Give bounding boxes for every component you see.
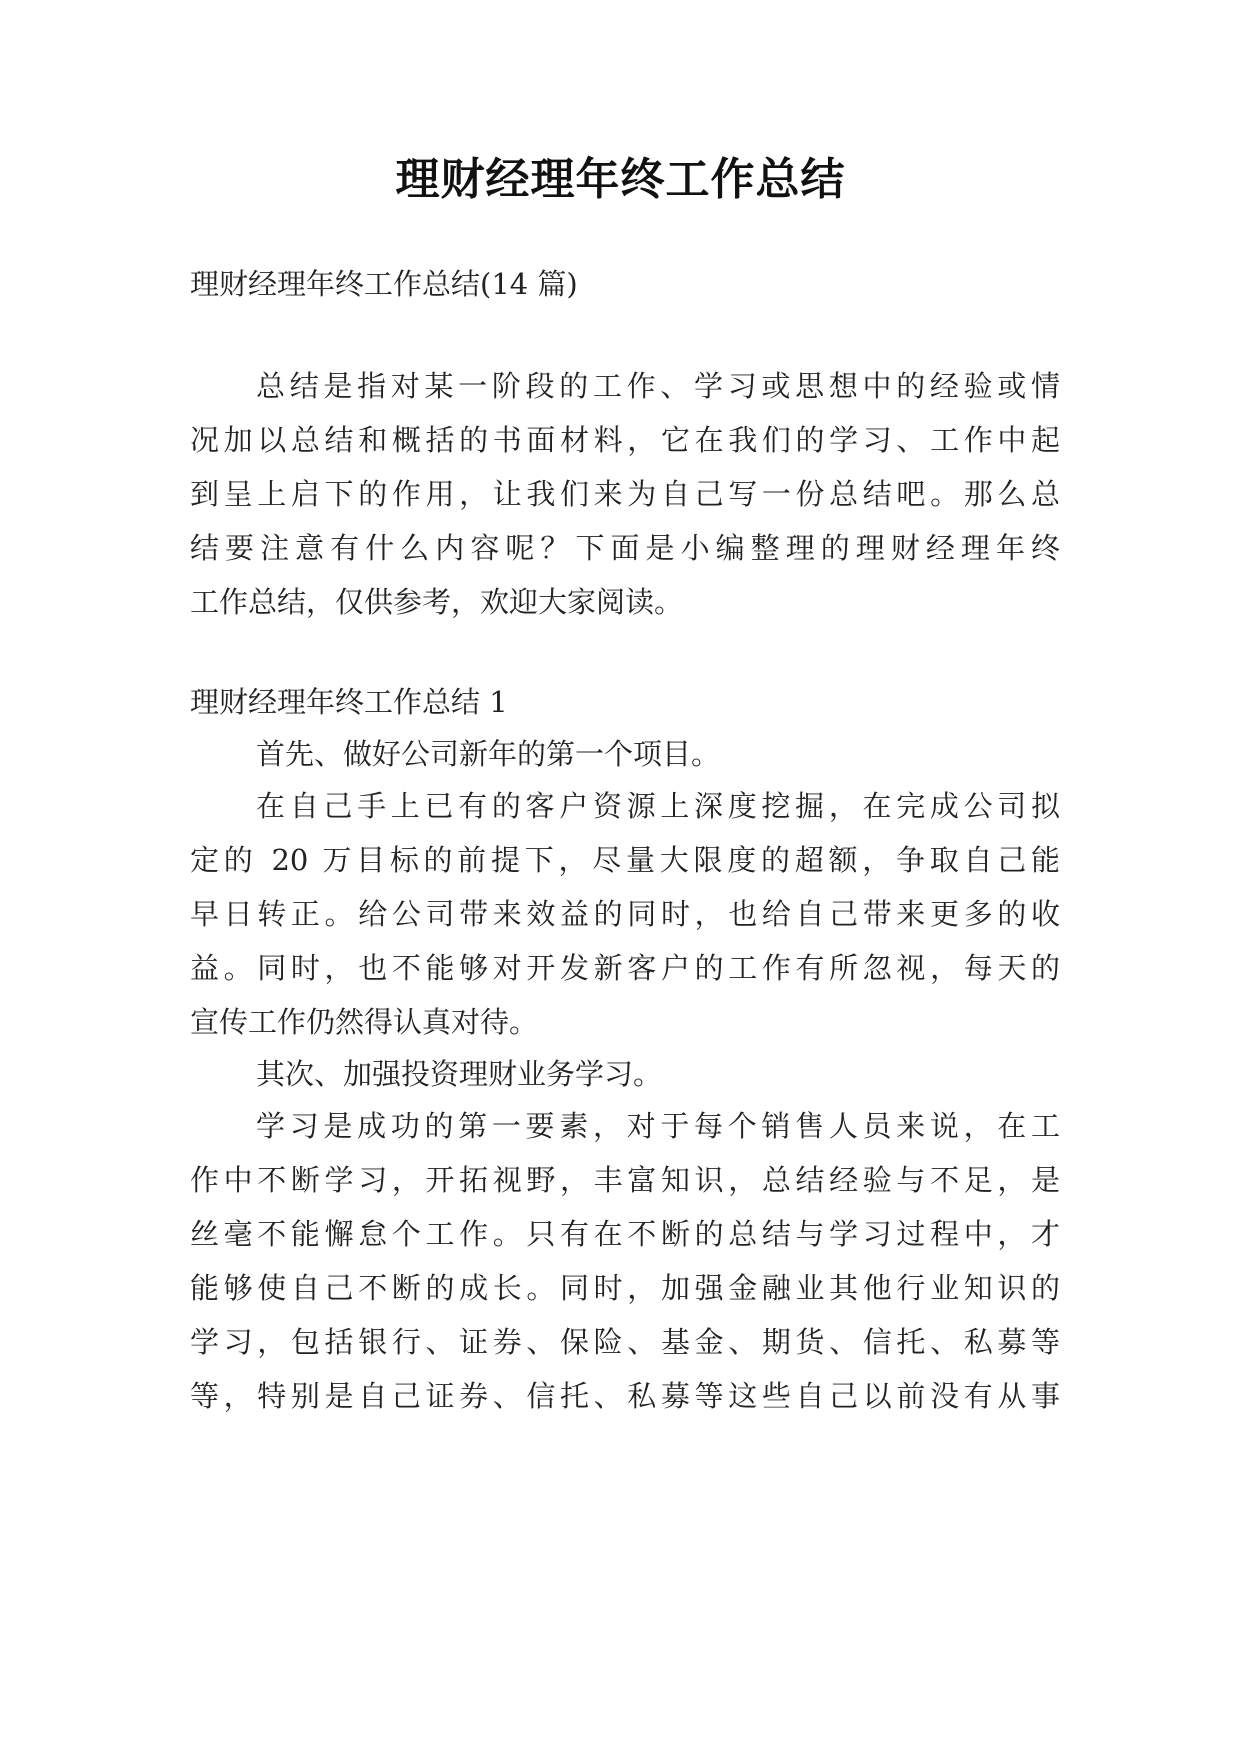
point-heading: 首先、做好公司新年的第一个项目。 bbox=[256, 737, 721, 771]
paragraph-line: 等，特别是自己证券、信托、私募等这些自己以前没有从事 bbox=[190, 1379, 1060, 1413]
paragraph-line: 益。同时，也不能够对开发新客户的工作有所忽视，每天的 bbox=[190, 951, 1060, 985]
intro-line: 结要注意有什么内容呢？下面是小编整理的理财经理年终 bbox=[190, 531, 1060, 565]
intro-line: 总结是指对某一阶段的工作、学习或思想中的经验或情 bbox=[256, 369, 1060, 403]
document-title: 理财经理年终工作总结 bbox=[395, 154, 846, 205]
paragraph-line: 作中不断学习，开拓视野，丰富知识，总结经验与不足，是 bbox=[190, 1163, 1060, 1197]
intro-line: 工作总结，仅供参考，欢迎大家阅读。 bbox=[190, 585, 684, 619]
paragraph-line: 丝毫不能懈怠个工作。只有在不断的总结与学习过程中，才 bbox=[190, 1217, 1060, 1251]
paragraph-line: 在自己手上已有的客户资源上深度挖掘，在完成公司拟 bbox=[256, 789, 1060, 823]
paragraph-line: 定的 20 万目标的前提下，尽量大限度的超额，争取自己能 bbox=[190, 843, 1060, 877]
document-subtitle: 理财经理年终工作总结(14 篇) bbox=[190, 267, 578, 301]
paragraph-line: 学习，包括银行、证券、保险、基金、期货、信托、私募等 bbox=[190, 1325, 1060, 1359]
intro-line: 到呈上启下的作用，让我们来为自己写一份总结吧。那么总 bbox=[190, 477, 1060, 511]
paragraph-line: 早日转正。给公司带来效益的同时，也给自己带来更多的收 bbox=[190, 897, 1060, 931]
paragraph-line: 学习是成功的第一要素，对于每个销售人员来说，在工 bbox=[256, 1109, 1060, 1143]
paragraph-line: 能够使自己不断的成长。同时，加强金融业其他行业知识的 bbox=[190, 1271, 1060, 1305]
intro-line: 况加以总结和概括的书面材料，它在我们的学习、工作中起 bbox=[190, 423, 1060, 457]
paragraph-line: 宣传工作仍然得认真对待。 bbox=[190, 1005, 539, 1039]
point-heading: 其次、加强投资理财业务学习。 bbox=[256, 1057, 663, 1091]
section-heading: 理财经理年终工作总结 1 bbox=[190, 685, 508, 719]
